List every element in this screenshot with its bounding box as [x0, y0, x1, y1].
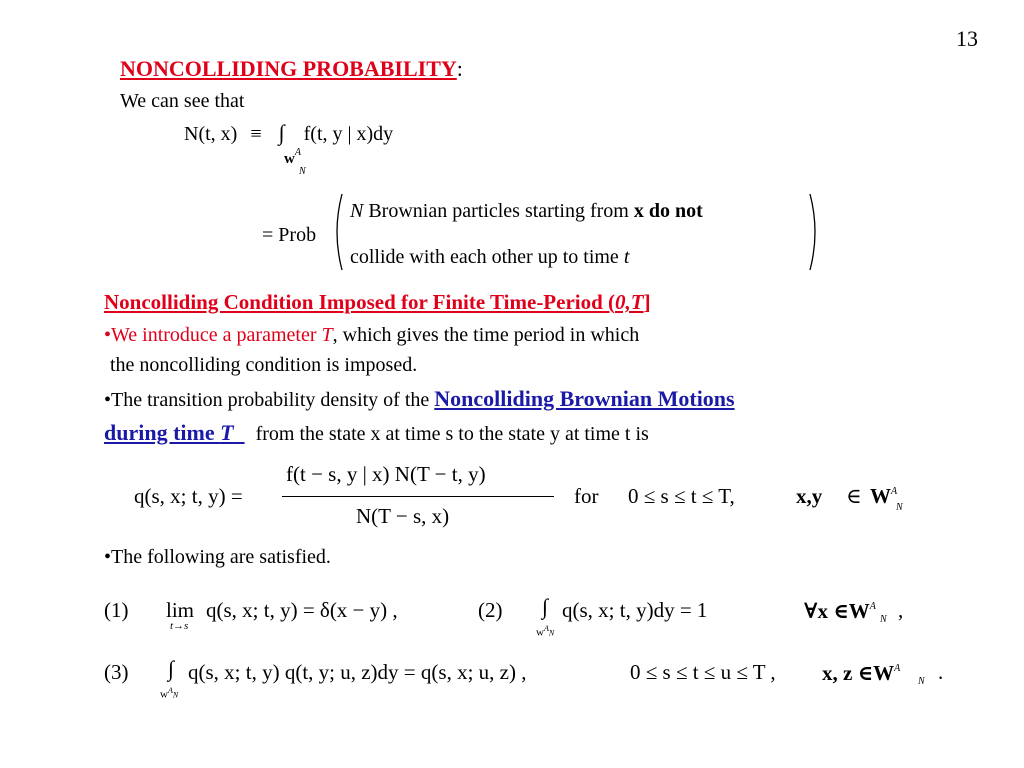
bullet-following-satisfied: •The following are satisfied.: [104, 546, 331, 568]
section-heading-noncolliding-probability: [120, 56, 463, 82]
prop3-domain: $w^AN$: [160, 686, 179, 701]
eq3-denominator: N(T − s, x): [356, 504, 450, 528]
eq1-integral-sign: ∫: [278, 120, 285, 145]
eq2-left-paren: [330, 192, 344, 272]
bullet2-start: •The transition probability density of the: [104, 389, 435, 411]
eq3-numerator: f(t − s, y | x) N(T − t, y): [286, 462, 486, 486]
prop2-forall: ∀x $\in W^A$: [804, 599, 876, 623]
prop2-tail: ,: [898, 598, 904, 622]
eq2-do-not: do not: [643, 200, 703, 222]
prop2-domain: $w^AN$: [536, 624, 555, 639]
eq3-for: for: [574, 484, 599, 508]
prop3-label: (3): [104, 660, 129, 684]
prop1-body: q(s, x; t, y) = δ(x − y) ,: [206, 598, 398, 622]
eq3-condition: 0 ≤ s ≤ t ≤ T,: [628, 484, 735, 508]
eq1-domain-sup: A: [294, 147, 301, 158]
heading2-interval: 0,T: [615, 290, 644, 314]
prop3-condition: 0 ≤ s ≤ t ≤ u ≤ T ,: [630, 660, 776, 684]
eq1-integral-domain: [284, 147, 306, 177]
eq3-weyl-chamber: $W^A$ N: [870, 484, 903, 513]
eq3-vars: x,y: [796, 484, 823, 508]
prop3-tail: .: [938, 660, 944, 684]
prop1-lim: lim: [166, 598, 195, 622]
eq2-line2-text: collide with each other up to time: [350, 246, 624, 268]
prop3-vars: x, z $\in W^A$: [822, 661, 901, 685]
eq1-domain-sub: N: [299, 166, 306, 177]
bullet2-line2: [104, 420, 649, 446]
eq2-N: N: [350, 200, 364, 222]
prop3-vars-sub: N: [918, 676, 925, 687]
link-during-time-T[interactable]: during time T: [104, 420, 234, 445]
bullet1-line2: the noncolliding condition is imposed.: [110, 354, 418, 376]
bullet1-rest: , which gives the time period in which: [332, 324, 640, 346]
heading2-text: Noncolliding Condition Imposed for Finite Time-Period (: [104, 290, 616, 314]
bullet-parameter-T: [104, 324, 639, 347]
heading2-close: ]: [643, 290, 651, 314]
eq1-integrand: f(t, y | x)dy: [303, 123, 394, 145]
link-noncolliding-brownian-motions[interactable]: Noncolliding Brownian Motions: [434, 386, 735, 411]
eq2-line1: [350, 200, 703, 223]
heading-colon: :: [456, 56, 463, 81]
eq2-prefix: = Prob: [262, 224, 317, 246]
eq2-right-paren: [808, 192, 822, 272]
eq2-t: t: [623, 246, 630, 268]
page-number: 13: [956, 26, 978, 51]
eq2-line1-text: Brownian particles starting from: [363, 200, 634, 222]
prop3-body: q(s, x; t, y) q(t, y; u, z)dy = q(s, x; u, z) ,: [188, 660, 527, 684]
eq2-x: x: [633, 200, 644, 222]
prop2-body: q(s, x; t, y)dy = 1: [562, 598, 708, 622]
eq3-in: ∈: [846, 484, 862, 508]
equation-n-definition: [184, 120, 393, 146]
bullet1-T: T: [321, 324, 333, 346]
bullet-transition-density: [104, 386, 735, 412]
prop1-label: (1): [104, 598, 129, 622]
eq1-lhs: N(t, x): [184, 123, 238, 145]
eq1-equiv: ≡: [250, 123, 262, 145]
eq3-lhs: q(s, x; t, y) =: [134, 484, 243, 508]
intro-text: We can see that: [120, 90, 245, 112]
eq1-domain-w: w: [284, 151, 295, 167]
bullet2-rest: from the state x at time s to the state y at time t is: [255, 423, 649, 445]
section-heading-finite-time: [104, 290, 651, 315]
prop2-integral-sign: ∫: [542, 594, 549, 619]
prop2-label: (2): [478, 598, 503, 622]
eq3-fraction-bar: [282, 496, 554, 497]
eq2-line2: [350, 246, 629, 269]
prop3-integral-sign: ∫: [168, 656, 175, 681]
bullet1-red-text: •We introduce a parameter: [104, 324, 322, 346]
prop2-forall-sub: N: [880, 614, 887, 625]
heading-title: NONCOLLIDING PROBABILITY: [120, 56, 457, 81]
prop1-lim-subscript: t→s: [170, 620, 189, 632]
